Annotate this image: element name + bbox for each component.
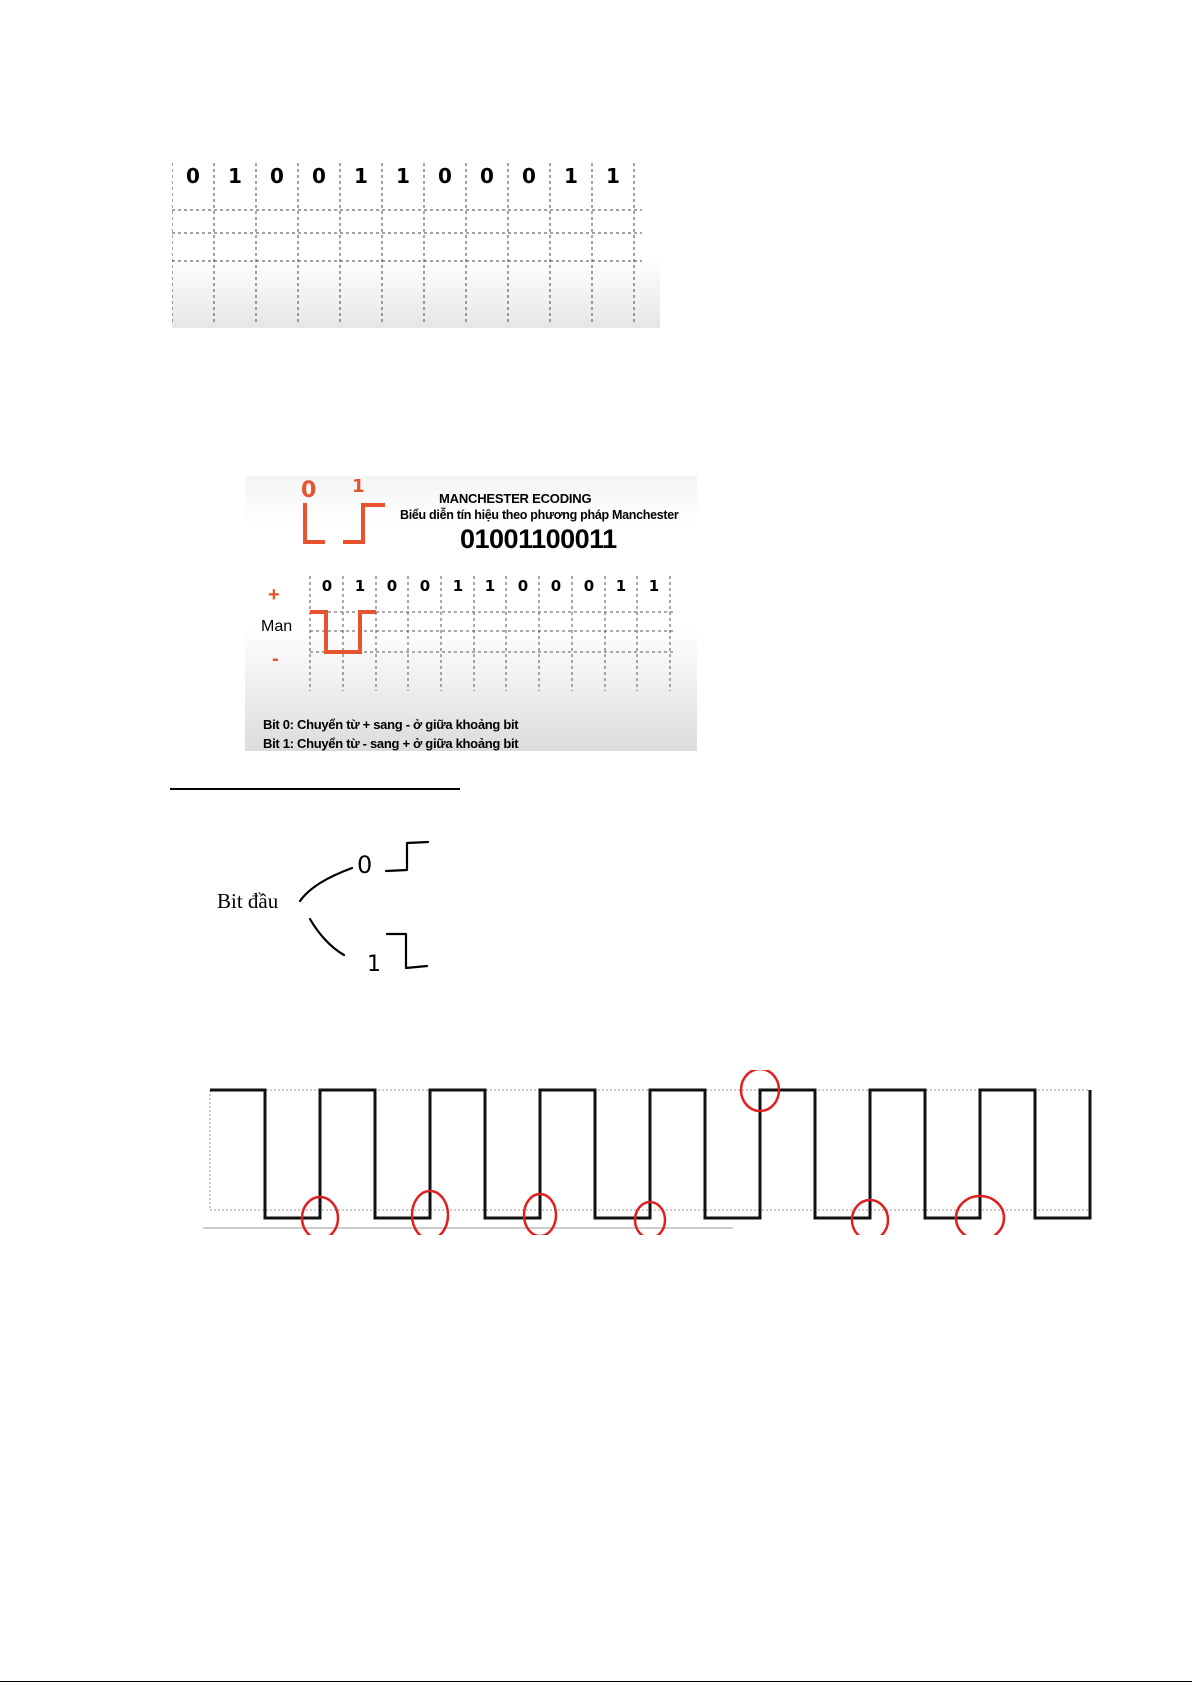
waveform-plot [203,1070,1093,1235]
rule-bit-0: Bit 0: Chuyển từ + sang - ở giữa khoảng bit [263,717,519,732]
minus-level-label: - [272,648,279,670]
bit-label: 0 [522,164,536,188]
man-label: Man [261,618,293,635]
bit-label: 1 [648,577,660,595]
zero-transition-sketch [386,842,428,871]
one-transition-sketch [387,934,427,968]
bit-label: 0 [186,164,200,188]
bit-label: 0 [480,164,494,188]
handwritten-branch-diagram [210,835,480,985]
page-bottom-rule [0,1681,1192,1682]
bit-label: 0 [583,577,595,595]
bit-start-note [210,835,480,985]
legend-one-label: 1 [352,476,365,497]
branch-down-stroke [310,919,344,955]
bit-label: 0 [438,164,452,188]
empty-bit-grid-figure [172,158,660,328]
bit-label: 1 [606,164,620,188]
manchester-waveform-figure [203,1070,1093,1235]
manchester-encoding-figure [245,476,697,751]
figure-subtitle: Biểu diễn tín hiệu theo phương pháp Manchester [400,508,679,522]
bit-label: 1 [354,577,366,595]
bit-label: 0 [312,164,326,188]
bit-label: 0 [550,577,562,595]
section-divider [170,788,460,790]
rule-bit-1: Bit 1: Chuyển từ - sang + ở giữa khoảng bit [263,736,519,751]
waveform-trace [210,1090,1090,1218]
bit-label: 0 [386,577,398,595]
branch-zero-label: 0 [357,851,373,879]
bit-label: 1 [396,164,410,188]
bit-label: 0 [517,577,529,595]
bit-start-label: Bit đầu [217,889,279,913]
figure-title: MANCHESTER ECODING [439,491,592,506]
bit-label: 1 [615,577,627,595]
bit-sequence: 01001100011 [460,524,617,554]
bit-label: 0 [270,164,284,188]
bit-label: 0 [419,577,431,595]
legend-zero-label: 0 [301,478,317,503]
manchester-grid-lines [245,476,697,751]
bit-label: 1 [228,164,242,188]
bit-label: 1 [452,577,464,595]
bit-label: 1 [354,164,368,188]
plus-level-label: + [268,584,280,606]
branch-up-stroke [300,868,352,901]
bit-label: 1 [484,577,496,595]
branch-one-label: 1 [367,952,381,977]
bit-label: 0 [321,577,333,595]
bit-label: 1 [564,164,578,188]
